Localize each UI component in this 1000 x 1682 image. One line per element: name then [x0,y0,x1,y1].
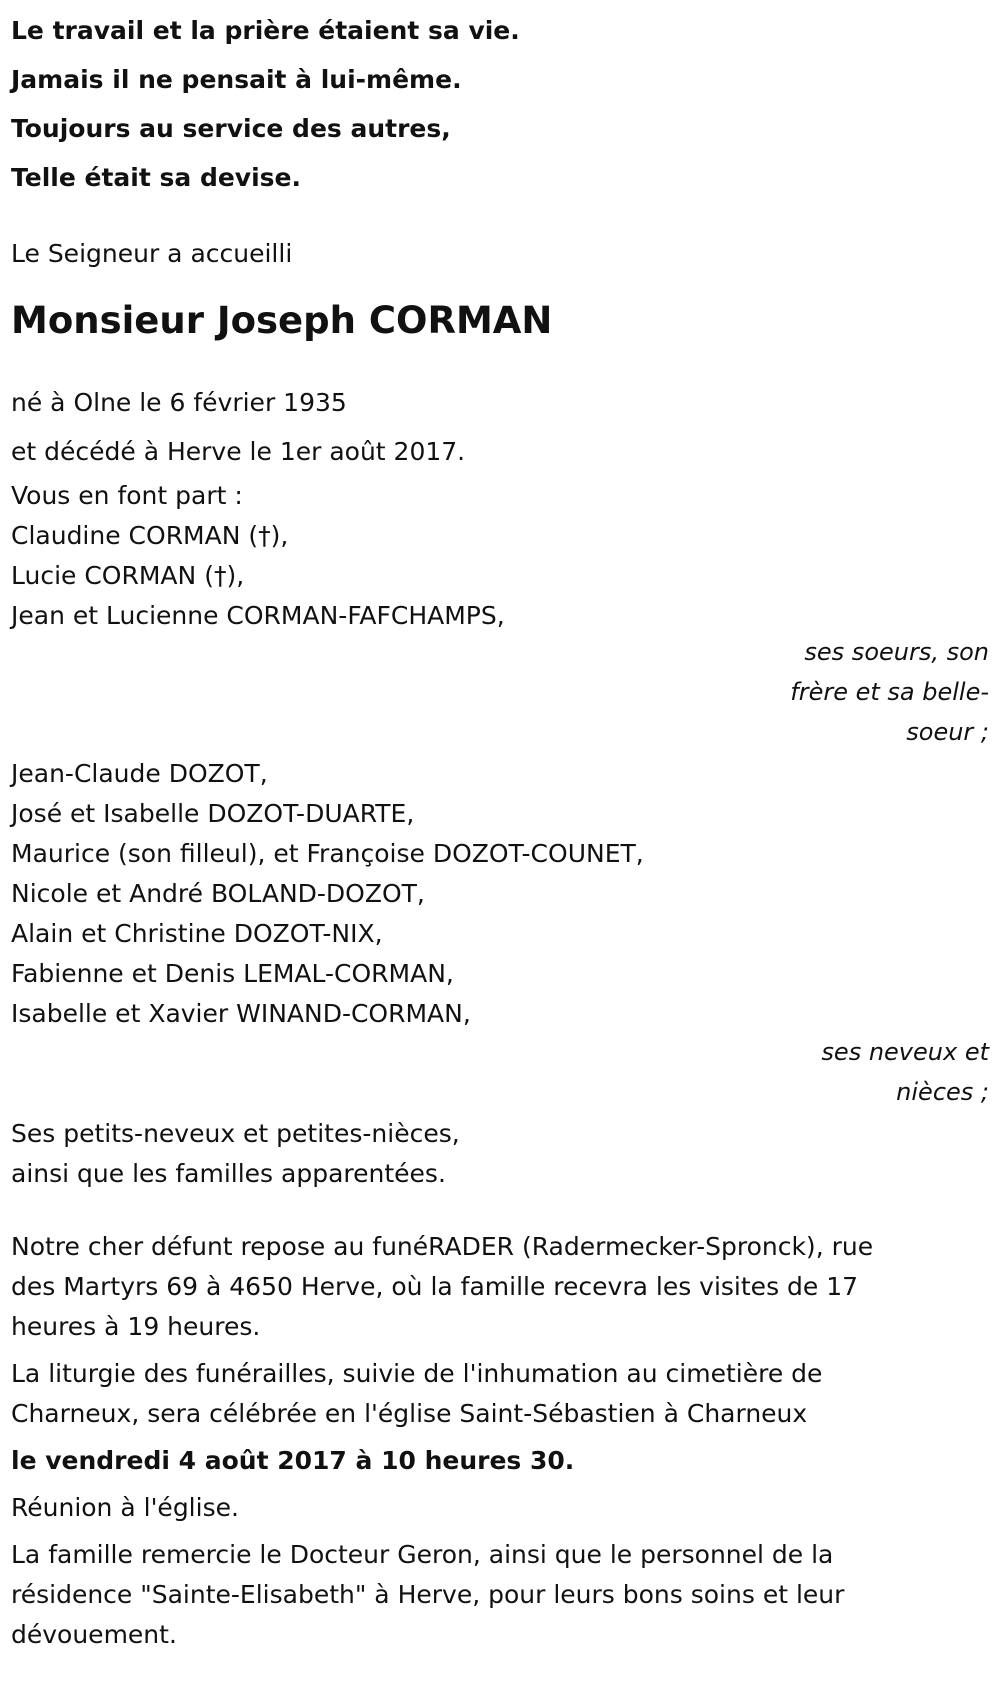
intro-text: Le Seigneur a accueilli [11,239,293,268]
epigraph-line: Le travail et la prière étaient sa vie. [11,16,520,45]
siblings-list [11,476,989,636]
meeting-notice: Réunion à l'église. [11,1493,239,1522]
epigraph-line: Jamais il ne pensait à lui-même. [11,65,462,94]
deceased-name: Monsieur Joseph CORMAN [11,299,553,342]
list-item: Isabelle et Xavier WINAND-CORMAN, [11,999,471,1028]
rest-notice: Notre cher défunt repose au funéRADER (Radermecker-Spronck), rue des Martyrs 69 à 4650 Herve, où la famille recevra les visites de 17 heures à 19 heures. [11,1232,874,1341]
list-item [11,516,989,556]
nephews-role: ses neveux et nièces ; [821,1038,989,1106]
siblings-role: ses soeurs, son frère et sa belle-soeur ; [790,638,989,746]
list-item: Fabienne et Denis LEMAL-CORMAN, [11,959,454,988]
thanks-notice: La famille remercie le Docteur Geron, ainsi que le personnel de la résidence "Sainte-Elisabeth" à Herve, pour leurs bons soins et leur dévouement. [11,1540,845,1649]
nephews-list [11,754,989,1034]
birth-line: né à Olne le 6 février 1935 [11,388,347,417]
liturgy-notice: La liturgie des funérailles, suivie de l'inhumation au cimetière de Charneux, sera célébrée en l'église Saint-Sébastien à Charneux [11,1359,823,1428]
deceased-cross-marker: (†), [248,521,289,550]
list-item: Nicole et André BOLAND-DOZOT, [11,879,425,908]
sibling-name: Jean et Lucienne CORMAN-FAFCHAMPS, [11,601,505,630]
other-relatives [11,1114,989,1194]
list-item: Maurice (son filleul), et Françoise DOZOT-COUNET, [11,839,644,868]
list-item: Jean-Claude DOZOT, [11,759,268,788]
epigraph-line: Telle était sa devise. [11,163,301,192]
list-item [11,556,989,596]
deceased-cross-marker: (†), [204,561,245,590]
funeral-details [11,1227,989,1655]
list-item: José et Isabelle DOZOT-DUARTE, [11,799,415,828]
obituary-notice [0,6,1000,1682]
sibling-name: Claudine CORMAN [11,521,241,550]
life-dates [11,378,989,476]
epigraph-line: Toujours au service des autres, [11,114,451,143]
epigraph [11,6,989,202]
list-item: Alain et Christine DOZOT-NIX, [11,919,383,948]
list-item [11,596,989,636]
announce-heading: Vous en font part : [11,481,243,510]
list-item: ainsi que les familles apparentées. [11,1159,446,1188]
death-line: et décédé à Herve le 1er août 2017. [11,437,466,466]
ceremony-date: le vendredi 4 août 2017 à 10 heures 30. [11,1446,575,1475]
sibling-name: Lucie CORMAN [11,561,197,590]
list-item: Ses petits-neveux et petites-nièces, [11,1119,460,1148]
